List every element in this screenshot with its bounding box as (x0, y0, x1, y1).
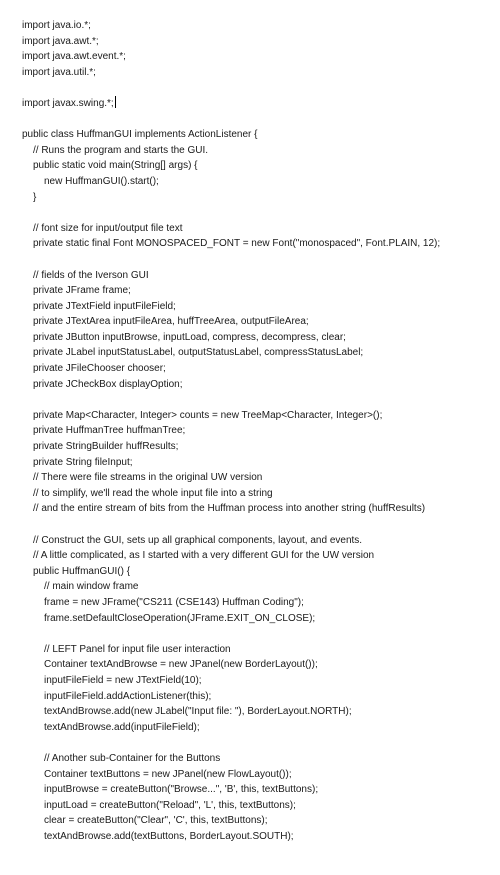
code-line-text: inputLoad = createButton("Reload", 'L', this, textButtons); (44, 799, 296, 811)
code-line (22, 361, 496, 377)
code-line-text: // There were file streams in the original UW version (33, 472, 263, 484)
code-line (22, 330, 496, 346)
code-line-text: import java.io.*; (22, 20, 91, 31)
code-line (22, 49, 496, 65)
code-line (22, 252, 496, 268)
code-line-text: // Construct the GUI, sets up all graphical components, layout, and events. (33, 534, 363, 546)
code-line-text: inputBrowse = createButton("Browse...", 'B', this, textButtons); (44, 784, 319, 796)
code-line (22, 34, 496, 50)
code-line (22, 439, 496, 455)
code-line (22, 143, 496, 159)
code-line (22, 689, 496, 705)
code-line (22, 65, 496, 81)
code-line-text: private String fileInput; (33, 456, 133, 468)
code-line-text: inputFileField.addActionListener(this); (44, 690, 212, 702)
code-line-text: private Map<Character, Integer> counts = new TreeMap<Character, Integer>(); (33, 409, 383, 421)
code-line-text: // font size for input/output file text (33, 222, 183, 234)
code-line (22, 813, 496, 829)
code-line-text: textAndBrowse.add(inputFileField); (44, 721, 200, 733)
code-line (22, 611, 496, 627)
code-line (22, 299, 496, 315)
code-line-text: // A little complicated, as I started with a very different GUI for the UW version (33, 550, 375, 562)
code-line-text: clear = createButton("Clear", 'C', this, textButtons); (44, 815, 268, 827)
code-line-text: Container textButtons = new JPanel(new FlowLayout()); (44, 768, 292, 780)
code-line-text: new HuffmanGUI().start(); (44, 175, 159, 187)
code-line (22, 673, 496, 689)
code-line (22, 18, 496, 34)
code-line (22, 190, 496, 206)
code-line (22, 486, 496, 502)
code-line-text: // and the entire stream of bits from the Huffman process into another string (huffResults) (33, 503, 426, 515)
code-line (22, 579, 496, 595)
code-line-text: frame.setDefaultCloseOperation(JFrame.EXIT_ON_CLOSE); (44, 612, 316, 624)
code-line (22, 127, 496, 143)
code-line (22, 704, 496, 720)
code-line (22, 423, 496, 439)
code-line-text: // fields of the Iverson GUI (33, 269, 149, 281)
code-line (22, 205, 496, 221)
code-line (22, 268, 496, 284)
code-line (22, 767, 496, 783)
code-line (22, 283, 496, 299)
code-line (22, 533, 496, 549)
code-line-text: import java.awt.event.*; (22, 51, 126, 63)
code-line (22, 548, 496, 564)
code-line-text: public class HuffmanGUI implements ActionListener { (22, 129, 258, 141)
code-line-text: // LEFT Panel for input file user interaction (44, 643, 231, 655)
code-line (22, 735, 496, 751)
code-line-text: private JButton inputBrowse, inputLoad, compress, decompress, clear; (33, 331, 346, 343)
code-line-text: private JTextArea inputFileArea, huffTreeArea, outputFileArea; (33, 316, 309, 328)
code-line (22, 112, 496, 128)
code-line-text: import java.util.*; (22, 66, 96, 78)
code-line-text: import javax.swing.*; (22, 97, 114, 109)
code-line-text: public HuffmanGUI() { (33, 565, 131, 577)
code-line-text: private static final Font MONOSPACED_FONT = new Font("monospaced", Font.PLAIN, 12); (33, 238, 441, 250)
code-line-text: private JTextField inputFileField; (33, 300, 176, 312)
code-line-text: private JFileChooser chooser; (33, 363, 166, 375)
code-line-text: private JFrame frame; (33, 285, 131, 297)
code-line (22, 345, 496, 361)
code-line (22, 782, 496, 798)
code-line (22, 829, 496, 845)
code-line (22, 642, 496, 658)
code-line-text: private JCheckBox displayOption; (33, 378, 183, 390)
text-cursor (115, 96, 116, 108)
code-line (22, 470, 496, 486)
code-line-text: // Runs the program and starts the GUI. (33, 144, 209, 156)
code-line-text: inputFileField = new JTextField(10); (44, 674, 202, 686)
code-line (22, 564, 496, 580)
code-line-text: import java.awt.*; (22, 35, 99, 47)
code-line (22, 96, 496, 112)
code-line-text: // Another sub-Container for the Buttons (44, 752, 221, 764)
code-line-text: // main window frame (44, 581, 139, 593)
code-line (22, 798, 496, 814)
code-line-text: private HuffmanTree huffmanTree; (33, 425, 186, 437)
code-line (22, 517, 496, 533)
code-line (22, 174, 496, 190)
code-line (22, 80, 496, 96)
code-line (22, 720, 496, 736)
code-line (22, 626, 496, 642)
code-line (22, 455, 496, 471)
code-line-text: // to simplify, we'll read the whole input file into a string (33, 487, 273, 499)
code-line (22, 377, 496, 393)
code-line (22, 751, 496, 767)
code-line (22, 408, 496, 424)
code-line (22, 657, 496, 673)
code-line (22, 221, 496, 237)
code-line-text: Container textAndBrowse = new JPanel(new BorderLayout()); (44, 659, 318, 671)
code-line (22, 595, 496, 611)
code-line-text: } (33, 191, 37, 203)
code-line-text: textAndBrowse.add(textButtons, BorderLayout.SOUTH); (44, 830, 294, 842)
code-line-text: private JLabel inputStatusLabel, outputStatusLabel, compressStatusLabel; (33, 347, 364, 359)
code-line (22, 501, 496, 517)
code-line-text: textAndBrowse.add(new JLabel("Input file: "), BorderLayout.NORTH); (44, 706, 352, 718)
code-line (22, 392, 496, 408)
code-line-text: public static void main(String[] args) { (33, 160, 198, 172)
code-line (22, 158, 496, 174)
code-line-text: private StringBuilder huffResults; (33, 441, 179, 453)
code-line (22, 236, 496, 252)
code-listing (22, 18, 496, 844)
code-line (22, 314, 496, 330)
code-line-text: frame = new JFrame("CS211 (CSE143) Huffman Coding"); (44, 596, 304, 608)
